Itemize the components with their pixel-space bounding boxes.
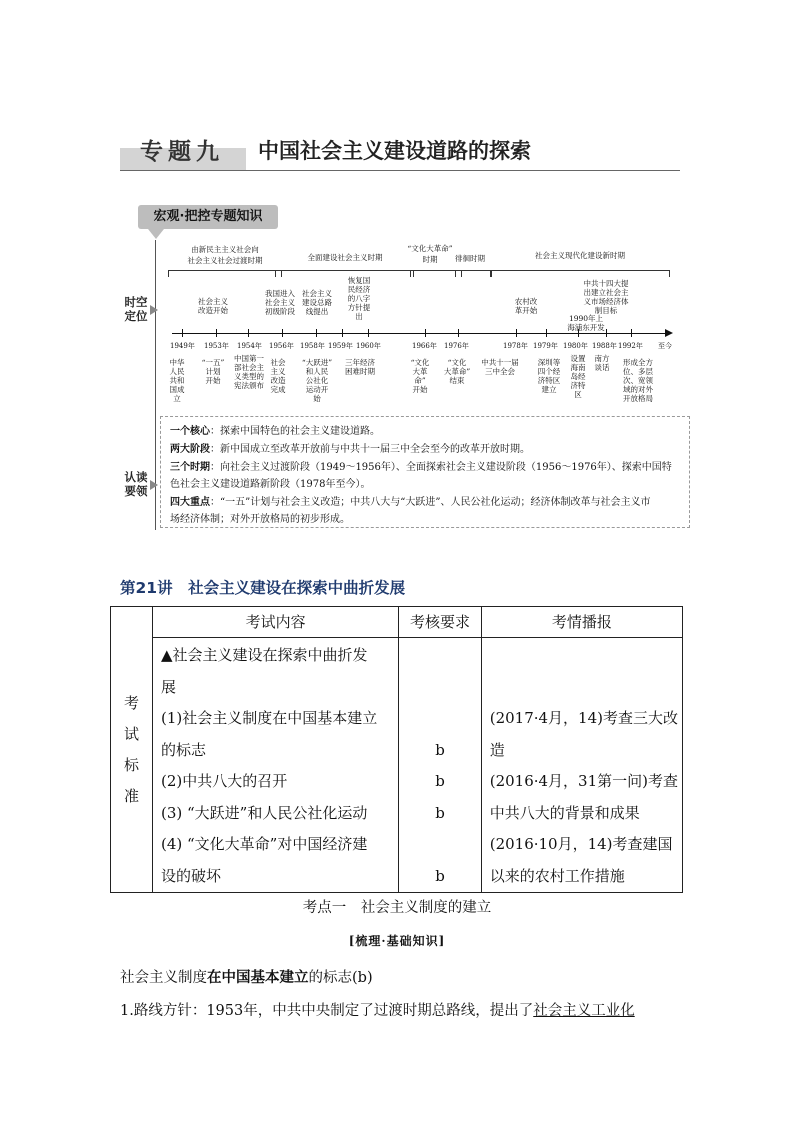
event-above: 恢复国 民经济 的八字 方针提 出: [347, 276, 371, 321]
event-above: 我国进入 社会主义 初级阶段: [265, 289, 295, 316]
summary-line: 场经济体制；对外开放格局的初步形成。: [170, 514, 350, 525]
period-1: 由新民主主义社会向 社会主义社会过渡时期: [187, 245, 263, 265]
year-label: 1953年: [204, 342, 229, 350]
event-below: 设置 海南 岛经 济特 区: [570, 354, 586, 399]
event-below: “文化 大革命” 结束: [443, 358, 471, 385]
period-2: 全面建设社会主义时期: [307, 253, 383, 262]
col-header: 考试内容: [152, 607, 398, 638]
exam-standard-table: [110, 606, 683, 893]
bracket: [490, 270, 670, 277]
year-label: 1988年: [592, 342, 617, 350]
period-5: 社会主义现代化建设新时期: [535, 251, 625, 260]
summary-line: 一个核心：探索中国特色的社会主义建设道路。: [170, 426, 380, 437]
col-header: 考情播报: [481, 607, 682, 638]
summary-line: 四大重点：“一五”计划与社会主义改造；中共八大与“大跃进”、人民公社化运动；经济体制改革与社会主义市: [170, 497, 651, 508]
row-header: 考 试 标 准: [111, 607, 153, 893]
arrow-icon: [150, 305, 158, 315]
timeline-tick: [606, 329, 607, 337]
year-label: 1949年: [170, 342, 195, 350]
arrow-icon: [150, 480, 158, 490]
event-below: 三年经济 困难时期: [345, 358, 375, 376]
body-heading: 社会主义制度在中国基本建立的标志(b): [120, 969, 373, 986]
year-label: 1976年: [444, 342, 469, 350]
bracket: [168, 270, 282, 277]
section-tab: 宏观·把控专题知识: [138, 205, 278, 229]
event-below: “大跃进” 和人民 公社化 运动开 始: [301, 358, 333, 403]
side-label-timeline: 时空 定位: [124, 295, 148, 323]
year-label: 1978年: [503, 342, 528, 350]
period-3: “文化大革命” 时期: [407, 244, 453, 264]
shuli-badge: [梳理·基础知识]: [348, 934, 446, 948]
summary-line: 三个时期：向社会主义过渡阶段（1949～1956年）、全面探索社会主义建设阶段（1956～1976年）、探索中国特: [170, 462, 672, 473]
timeline-tick: [216, 329, 217, 337]
event-below: 中共十一届 三中全会: [481, 358, 519, 376]
col-header: 考核要求: [399, 607, 481, 638]
timeline-tick: [546, 329, 547, 337]
timeline-tick: [282, 329, 283, 337]
news-cell: (2017·4月，14)考查三大改 造 (2016·4月，31第一问)考查 中共八大的背景和成果 (2016·10月，14)考查建国 以来的农村工作措施: [481, 638, 682, 893]
summary-line: 色社会主义建设道路新阶段（1978年至今）。: [170, 479, 371, 490]
year-label: 1954年: [237, 342, 262, 350]
timeline-tick: [342, 329, 343, 337]
body-line: 1.路线方针：1953年，中共中央制定了过渡时期总路线，提出了社会主义工业化: [120, 1003, 635, 1019]
timeline-tick: [425, 329, 426, 337]
year-label: 1959年: [328, 342, 353, 350]
event-below: 深圳等 四个经 济特区 建立: [537, 358, 561, 394]
topic-title: 中国社会主义建设道路的探索: [258, 139, 531, 163]
event-above: 农村改 革开始: [514, 297, 538, 315]
year-label: 1992年: [618, 342, 643, 350]
year-label: 1979年: [533, 342, 558, 350]
event-above: 社会主义 改造开始: [198, 297, 228, 315]
event-above: 1990年上 海浦东开发: [567, 314, 605, 332]
event-below: 南方 谈话: [594, 354, 610, 372]
event-below: 社会 主义 改造 完成: [270, 358, 286, 394]
event-below: 形成全方 位、多层 次、宽领 域的对外 开放格局: [623, 358, 653, 403]
timeline-tick: [316, 329, 317, 337]
tab-pointer: [148, 229, 164, 239]
timeline-tick: [182, 329, 183, 337]
timeline-tick: [368, 329, 369, 337]
requirement-cell: b b b b: [399, 638, 481, 893]
lesson-title: 第21讲 社会主义建设在探索中曲折发展: [120, 579, 406, 597]
event-above: 中共十四大提 出建立社会主 义市场经济体 制目标: [583, 279, 629, 315]
divider: [120, 170, 680, 171]
timeline-tick: [516, 329, 517, 337]
year-label: 1966年: [412, 342, 437, 350]
timeline-tick: [458, 329, 459, 337]
topic-label: 专题九: [140, 139, 224, 165]
timeline-tick: [631, 329, 632, 337]
period-4: 徘徊时期: [455, 254, 485, 263]
event-below: 中华 人民 共和 国成 立: [169, 358, 185, 403]
event-above: 社会主义 建设总路 线提出: [302, 289, 332, 316]
side-label-reading: 认读 要领: [124, 470, 148, 498]
year-label: 1958年: [300, 342, 325, 350]
year-label: 1956年: [269, 342, 294, 350]
kaodian-heading: 考点一 社会主义制度的建立: [302, 900, 492, 916]
event-below: “一五” 计划 开始: [201, 358, 225, 385]
timeline-axis: [172, 333, 668, 334]
arrow-icon: [665, 329, 673, 337]
year-label: 1980年: [563, 342, 588, 350]
summary-line: 两大阶段：新中国成立至改革开放前与中共十一届三中全会至今的改革开放时期。: [170, 444, 530, 455]
bracket: [455, 270, 492, 277]
event-below: 中国第一 部社会主 义类型的 宪法颁布: [234, 354, 264, 390]
timeline-tick: [248, 329, 249, 337]
year-label: 至今: [658, 342, 672, 350]
event-below: “文化 大革 命” 开始: [410, 358, 430, 394]
content-cell: ▲社会主义建设在探索中曲折发 展 (1)社会主义制度在中国基本建立 的标志 (2)中共八大的召开 (3) “大跃进”和人民公社化运动 (4) “文化大革命”对中国经济建 设的破坏: [152, 638, 398, 893]
timeline-tick: [578, 329, 579, 337]
year-label: 1960年: [356, 342, 381, 350]
